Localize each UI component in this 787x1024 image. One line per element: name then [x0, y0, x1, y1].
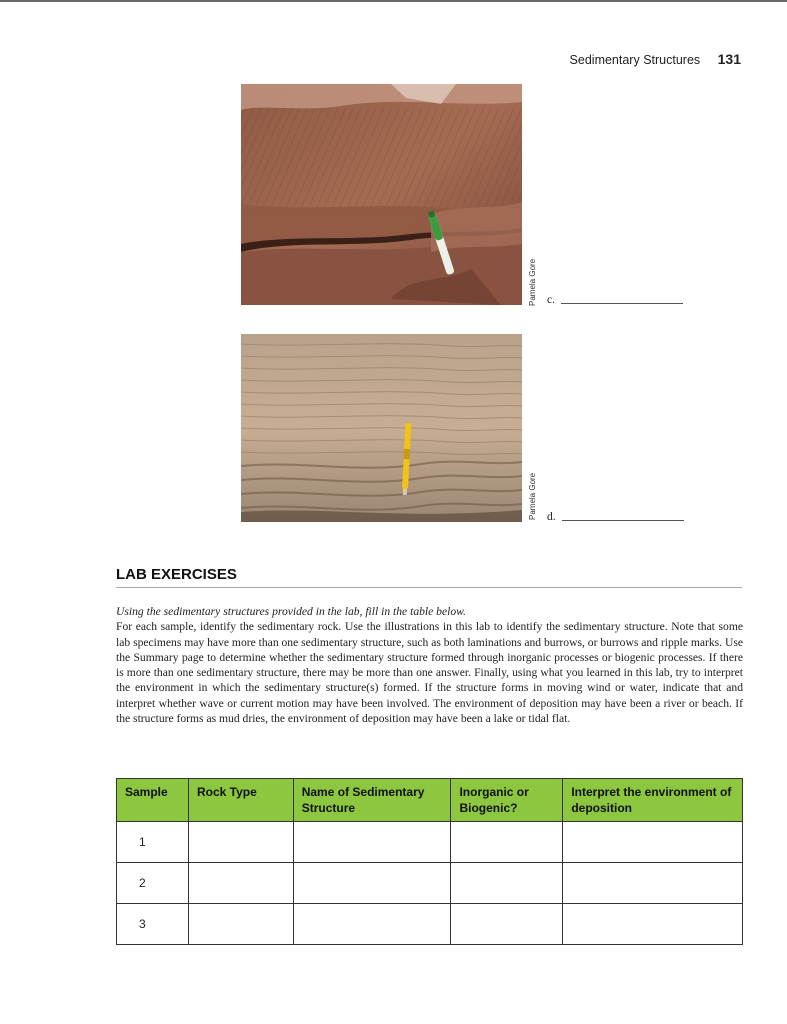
header-rock-type: Rock Type	[188, 779, 293, 822]
rock-type-cell[interactable]	[188, 822, 293, 863]
page-number: 131	[717, 51, 741, 67]
instructions-body: For each sample, identify the sedimentary rock. Use the illustrations in this lab to identify the sedimentary structure. Note that some lab specimens may have more than one sedimentary structure, such as both laminations and burrows, or burrows and ripple marks. Use the Summary page to determine whether the sedimentary structure formed through inorganic processes or biogenic processes. If there is more than one sedimentary structure, there may be more than one answer. Finally, using what you learned in this lab, try to interpret the environment in which the sedimentary structure(s) formed. If the structure forms in moving wind or water, indicate that and interpret whether wave or current motion may have been involved. The environment of deposition may have been a river or beach. If the structure forms as mud dries, the environment of deposition may have been a lake or tidal flat.	[116, 620, 743, 726]
exercise-table	[116, 778, 743, 945]
table-row	[117, 904, 743, 945]
inorganic-biogenic-cell[interactable]	[451, 904, 563, 945]
rock-type-cell[interactable]	[188, 863, 293, 904]
running-head	[570, 51, 741, 67]
instructions-lead: Using the sedimentary structures provided in the lab, fill in the table below.	[116, 605, 466, 618]
table-row	[117, 822, 743, 863]
header-environment: Interpret the environment of deposition	[563, 779, 743, 822]
header-inorganic-biogenic: Inorganic or Biogenic?	[451, 779, 563, 822]
instructions	[116, 604, 743, 726]
environment-cell[interactable]	[563, 904, 743, 945]
section-heading: LAB EXERCISES	[116, 566, 742, 588]
photo-laminations	[241, 334, 522, 522]
answer-blank-c[interactable]	[561, 302, 683, 304]
header-structure-name: Name of Sedimentary Structure	[293, 779, 451, 822]
answer-blank-d[interactable]	[562, 519, 684, 521]
table-row	[117, 863, 743, 904]
photo-credit-d: Pamela Gore	[528, 472, 537, 520]
environment-cell[interactable]	[563, 863, 743, 904]
answer-label-d: d.	[547, 511, 556, 523]
header-sample: Sample	[117, 779, 189, 822]
answer-line-c	[547, 294, 683, 306]
table-header-row	[117, 779, 743, 822]
structure-name-cell[interactable]	[293, 863, 451, 904]
photo-credit-c: Pamela Gore	[528, 258, 537, 306]
structure-name-cell[interactable]	[293, 822, 451, 863]
sample-number: 2	[117, 863, 189, 904]
photo-laminations-image	[241, 334, 522, 522]
environment-cell[interactable]	[563, 822, 743, 863]
inorganic-biogenic-cell[interactable]	[451, 863, 563, 904]
sample-number: 3	[117, 904, 189, 945]
running-head-title: Sedimentary Structures	[569, 53, 701, 67]
inorganic-biogenic-cell[interactable]	[451, 822, 563, 863]
sample-number: 1	[117, 822, 189, 863]
photo-cross-bedding-image	[241, 84, 522, 305]
structure-name-cell[interactable]	[293, 904, 451, 945]
photo-cross-bedding	[241, 84, 522, 305]
rock-type-cell[interactable]	[188, 904, 293, 945]
answer-label-c: c.	[547, 294, 555, 306]
answer-line-d	[547, 511, 684, 523]
top-rule	[0, 0, 787, 2]
